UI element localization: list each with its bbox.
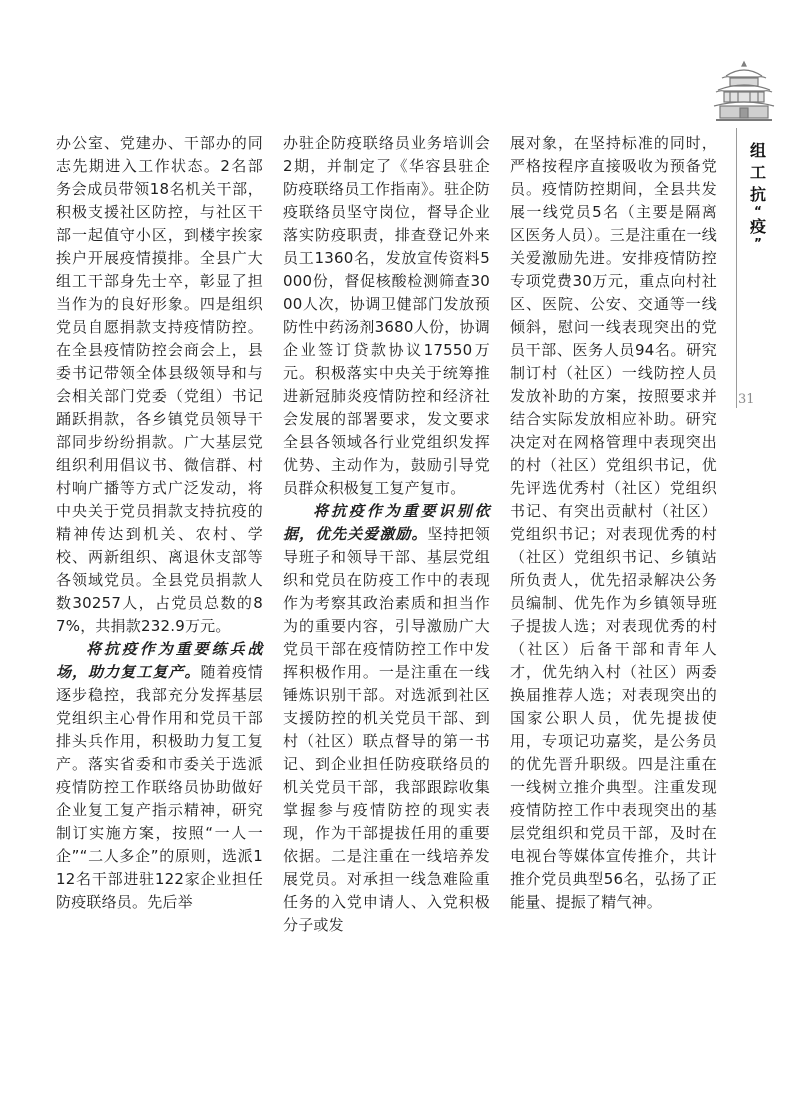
paragraph	[283, 500, 490, 937]
paragraph-text: 随着疫情逐步稳控，我部充分发挥基层党组织主心骨作用和党员干部排头兵作用，积极助力复工复产。落实省委和市委关于选派疫情防控工作联络员协助做好企业复工复产指示精神，研究制订实施方案，按照“一人一企”“二人多企”的原则，选派112名干部进驻122家企业担任防疫联络员。先后举	[56, 663, 263, 911]
paragraph-text: 办驻企防疫联络员业务培训会2期，并制定了《华容县驻企防疫联络员工作指南》。驻企防疫联络员坚守岗位，督导企业落实防疫职责，排查登记外来员工1360名，发放宣传资料5000份，督促核酸检测筛查3000人次，协调卫健部门发放预防性中药汤剂3680人份，协调企业签订贷款协议17550万元。积极落实中央关于统筹推进新冠肺炎疫情防控和经济社会发展的部署要求，发文要求全县各领域各行业党组织发挥优势、主动作为，鼓励引导党员群众积极复工复产复市。	[283, 134, 490, 497]
sidebar-divider	[736, 128, 737, 408]
paragraph-text: 坚持把领导班子和领导干部、基层党组织和党员在防疫工作中的表现作为考察其政治素质和担当作为的重要内容，引导激励广大党员干部在疫情防控工作中发挥积极作用。一是注重在一线锤炼识别干部。对选派到社区支援防控的机关党员干部、到村（社区）联点督导的第一书记、到企业担任防疫联络员的机关党员干部，我部跟踪收集掌握参与疫情防控的现实表现，作为干部提拔任用的重要依据。二是注重在一线培养发展党员。对承担一线急难险重任务的入党申请人、入党积极分子或发	[283, 525, 490, 934]
text-column-1	[56, 132, 263, 914]
section-title	[743, 140, 773, 248]
text-column-2	[283, 132, 490, 937]
section-heading: 将抗疫作为重要识别依据，优先关爱激励。	[283, 502, 490, 543]
paragraph-text: 展对象，在坚持标准的同时，严格按程序直接吸收为预备党员。疫情防控期间，全县共发展一线党员5名（主要是隔离区医务人员）。三是注重在一线关爱激励先进。安排疫情防控专项党费30万元，重点向村社区、医院、公安、交通等一线倾斜，慰问一线表现突出的党员干部、医务人员94名。研究制订村（社区）一线防控人员发放补助的方案，按照要求并结合实际发放相应补助。研究决定对在网格管理中表现突出的村（社区）党组织书记，优先评选优秀村（社区）党组织书记、有突出贡献村（社区）党组织书记；对表现优秀的村（社区）党组织书记、乡镇站所负责人，优先招录解决公务员编制、优先作为乡镇领导班子提拔人选；对表现优秀的村（社区）后备干部和青年人才，优先纳入村（社区）两委换届推荐人选；对表现突出的国家公职人员，优先提拔使用，专项记功嘉奖，是公务员的优先晋升职级。四是注重在一线树立推介典型。注重发现疫情防控工作中表现突出的基层党组织和党员干部，及时在电视台等媒体宣传推介，共计推介党员典型56名，弘扬了正能量、提振了精气神。	[510, 134, 717, 911]
section-title-char: 工	[749, 163, 766, 182]
paragraph	[56, 638, 263, 914]
section-title-char: ”	[754, 236, 762, 250]
section-title-char: 组	[749, 141, 766, 160]
paragraph	[283, 132, 490, 500]
text-column-3	[510, 132, 717, 914]
paragraph	[510, 132, 717, 914]
section-title-char: “	[754, 204, 762, 218]
section-title-char: 疫	[749, 217, 766, 236]
paragraph	[56, 132, 263, 638]
section-heading: 将抗疫作为重要练兵战场，助力复工复产。	[56, 640, 263, 681]
section-title-char: 抗	[749, 185, 766, 204]
page-number: 31	[738, 392, 755, 407]
pavilion-logo-icon	[712, 58, 776, 124]
paragraph-text: 办公室、党建办、干部办的同志先期进入工作状态。2名部务会成员带领18名机关干部，积极支援社区防控，与社区干部一起值守小区，到楼宇挨家挨户开展疫情摸排。全县广大组工干部身先士卒，彰显了担当作为的良好形象。四是组织党员自愿捐款支持疫情防控。在全县疫情防控会商会上，县委书记带领全体县级领导和与会相关部门党委（党组）书记踊跃捐款，各乡镇党员领导干部同步纷纷捐款。广大基层党组织利用倡议书、微信群、村村响广播等方式广泛发动，将中央关于党员捐款支持抗疫的精神传达到机关、农村、学校、两新组织、离退休支部等各领域党员。全县党员捐款人数30257人，占党员总数的87%，共捐款232.9万元。	[56, 134, 263, 635]
